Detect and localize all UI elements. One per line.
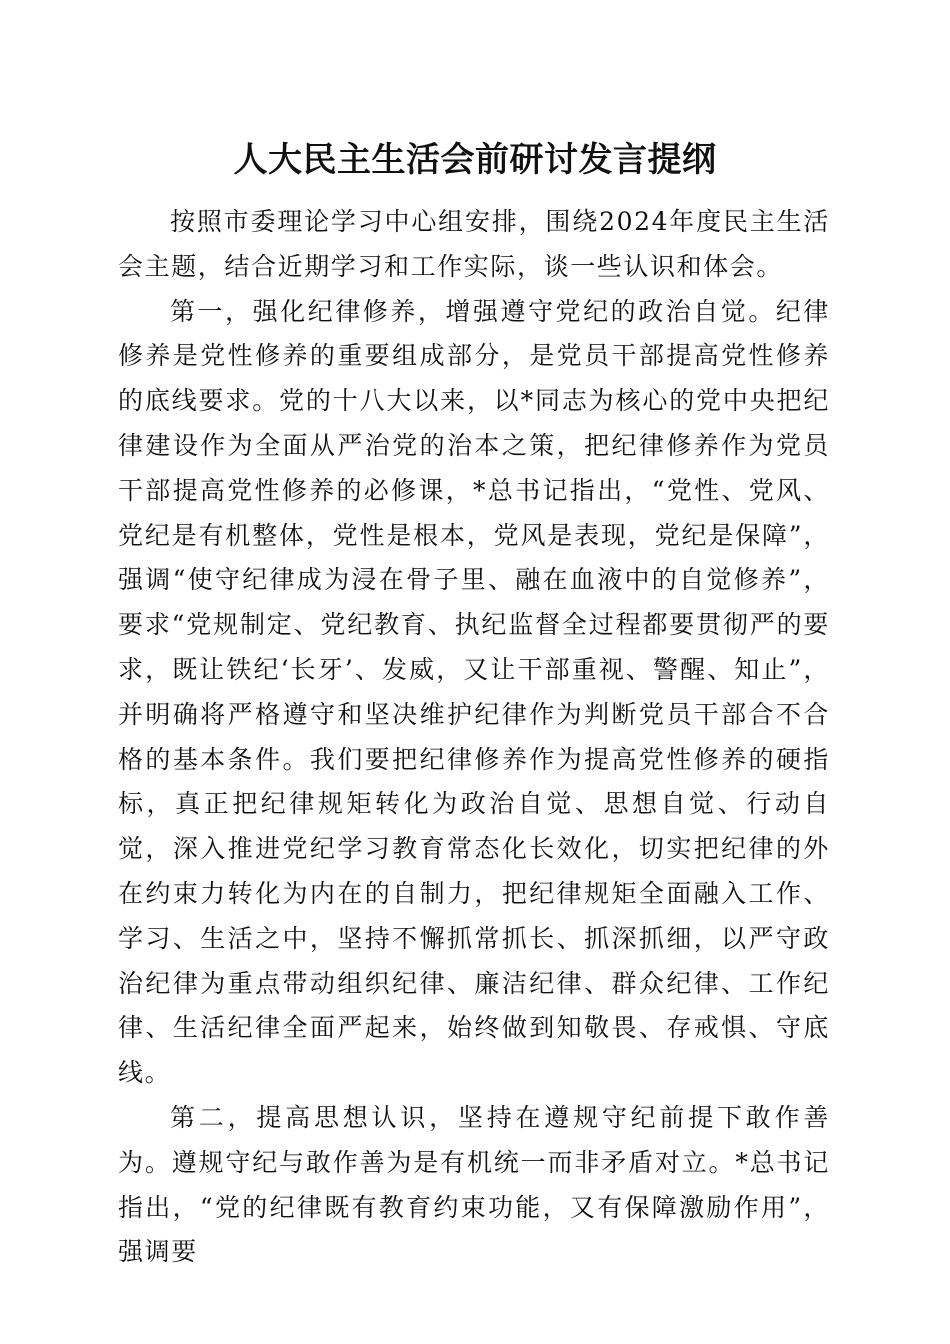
paragraph-second-point: 第二，提高思想认识，坚持在遵规守纪前提下敢作善为。遵规守纪与敢作善为是有机统一而非矛盾对立。*总书记指出，“党的纪律既有教育约束功能，又有保障激励作用”，强调要 [118,1102,830,1267]
document-title: 人大民主生活会前研讨发言提纲 [233,140,717,180]
paragraph-intro: 按照市委理论学习中心组安排，围绕2024年度民主生活会主题，结合近期学习和工作实际，谈一些认识和体会。 [118,207,830,281]
document-body [118,200,830,1275]
paragraph-first-point: 第一，强化纪律修养，增强遵守党纪的政治自觉。纪律修养是党性修养的重要组成部分，是党员干部提高党性修养的底线要求。党的十八大以来，以*同志为核心的党中央把纪律建设作为全面从严治党的治本之策，把纪律修养作为党员干部提高党性修养的必修课，*总书记指出，“党性、党风、党纪是有机整体，党性是根本，党风是表现，党纪是保障”，强调“使守纪律成为浸在骨子里、融在血液中的自觉修养”，要求“党规制定、党纪教育、执纪监督全过程都要贯彻严的要求，既让铁纪‘长牙’、发威，又让干部重视、警醒、知止”，并明确将严格遵守和坚决维护纪律作为判断党员干部合不合格的基本条件。我们要把纪律修养作为提高党性修养的硬指标，真正把纪律规矩转化为政治自觉、思想自觉、行动自觉，深入推进党纪学习教育常态化长效化，切实把纪律的外在约束力转化为内在的自制力，把纪律规矩全面融入工作、学习、生活之中，坚持不懈抓常抓长、抓深抓细，以严守政治纪律为重点带动组织纪律、廉洁纪律、群众纪律、工作纪律、生活纪律全面严起来，始终做到知敬畏、存戒惧、守底线。 [118,296,830,1088]
